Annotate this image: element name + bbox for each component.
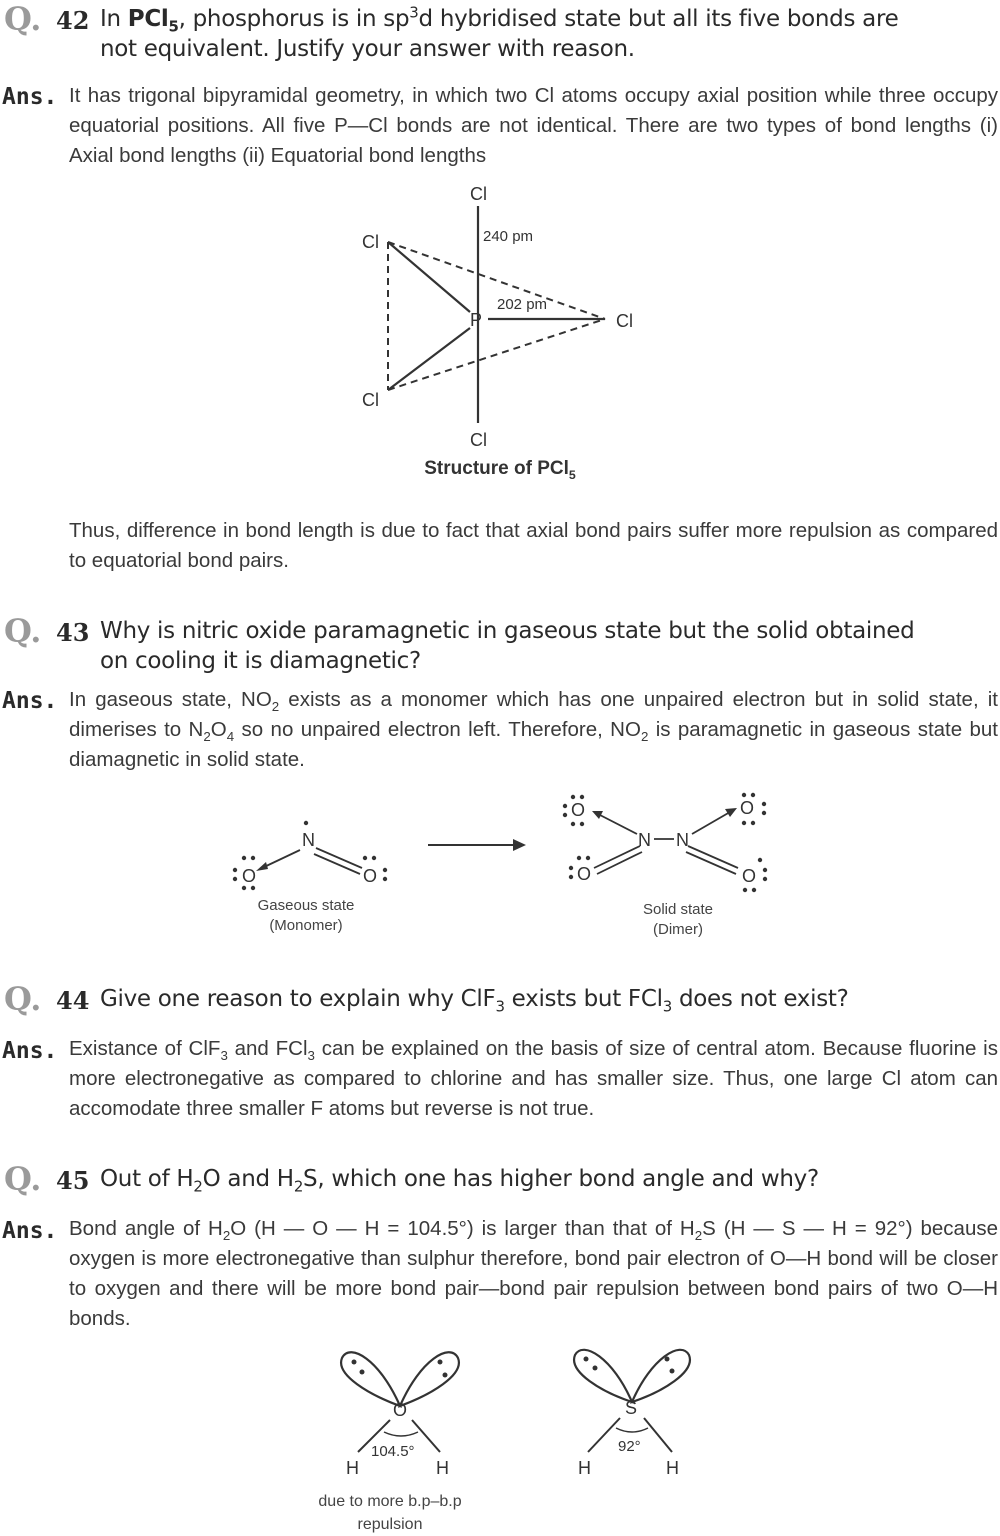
atom-h: H	[436, 1458, 449, 1478]
repulsion-caption: due to more b.p–b.p repulsion	[318, 1493, 462, 1533]
dimer-caption: Solid state (Dimer)	[642, 901, 714, 938]
atom-h: H	[666, 1458, 679, 1478]
arrow-head	[256, 862, 268, 871]
reaction-arrow-head	[513, 839, 526, 851]
question-text: Why is nitric oxide paramagnetic in gaseous state but the solid obtained on cooling it is diamagnetic?	[100, 618, 915, 674]
atom-h: H	[346, 1458, 359, 1478]
atom-cl-bottom: Cl	[470, 430, 487, 450]
lone-pair-lobe	[632, 1350, 690, 1402]
question-text: In PCl$_5$, phosphorus is in $sp^3d$ hybridised state but all its five bonds are not equivalent. Justify your answer with reason.	[100, 3, 899, 62]
answer-label: Ans.	[2, 84, 58, 110]
question-number: 44	[56, 986, 90, 1015]
equatorial-length-label: 202 pm	[497, 296, 548, 313]
angle-label-o: 104.5°	[371, 1443, 415, 1460]
question-text: Out of $H_2O$ and $H_2S$, which one has higher bond angle and why?	[100, 1166, 819, 1196]
atom-n: N	[302, 830, 315, 850]
answer-label: Ans.	[2, 688, 58, 714]
question-number: 43	[56, 618, 90, 647]
question-mark: Q.	[4, 1160, 42, 1198]
hydrogen-sulfide-molecule	[574, 1350, 690, 1478]
angle-label-s: 92°	[618, 1438, 641, 1455]
question-mark: Q.	[4, 980, 42, 1018]
lone-pair-lobe	[400, 1352, 459, 1406]
atom-h: H	[578, 1458, 591, 1478]
question-mark: Q.	[4, 612, 42, 650]
axial-length-label: 240 pm	[483, 228, 534, 245]
question-text: Give one reason to explain why ClF$_3$ exists but FCl$_3$ does not exist?	[100, 986, 849, 1016]
atom-o: O	[571, 800, 586, 820]
answer-text: It has trigonal bipyramidal geometry, in which two Cl atoms occupy axial position while three occupy equatorial positions. All five P—Cl bonds are not identical. There are two types of bond lengths (i) Axial bond lengths (ii) Equatorial bond lengths	[69, 84, 998, 167]
question-mark: Q.	[4, 0, 42, 38]
bond-angle-diagram	[320, 1340, 720, 1485]
figure-caption: Structure of PCl$_5$	[424, 458, 576, 482]
dashed-edge	[388, 319, 605, 390]
atom-cl-right: Cl	[616, 311, 633, 331]
atom-n: N	[676, 830, 689, 850]
water-molecule	[341, 1352, 459, 1478]
atom-p: P	[470, 310, 483, 330]
conclusion-text: Thus, difference in bond length is due to fact that axial bond pairs suffer more repulsion as compared to equatorial bond pairs.	[69, 519, 998, 572]
monomer-caption: Gaseous state (Monomer)	[257, 897, 355, 934]
pcl5-structure-diagram	[340, 178, 660, 458]
atom-o: O	[242, 866, 257, 886]
lone-pair-lobe	[574, 1350, 632, 1402]
atom-o: O	[742, 866, 757, 886]
answer-text: Existance of ClF$_3$ and FCl$_3$ can be explained on the basis of size of central atom. Because fluorine is more electronegative as compared to chlorine and has smaller size. Thus, one large Cl atom can accomodate three smaller F atoms but reverse is not true.	[69, 1037, 998, 1120]
atom-n: N	[638, 830, 651, 850]
atom-cl-lower-left: Cl	[362, 390, 379, 410]
atom-o: O	[393, 1400, 408, 1420]
answer-text: In gaseous state, $NO_2$ exists as a monomer which has one unpaired electron but in solid state, it dimerises to $N_2O_4$ so no unpaired electron left. Therefore, $NO_2$ is paramagnetic in gaseous state but diamagnetic in solid state.	[69, 688, 999, 771]
answer-label: Ans.	[2, 1218, 58, 1244]
question-number: 45	[56, 1166, 90, 1195]
atom-cl-top: Cl	[470, 184, 487, 204]
question-number: 42	[56, 6, 90, 35]
atom-cl-upper-left: Cl	[362, 232, 379, 252]
equatorial-bond	[388, 328, 470, 390]
atom-s: S	[625, 1398, 638, 1418]
no2-dimerisation-diagram	[220, 788, 790, 893]
equatorial-bond	[388, 242, 470, 312]
answer-text: Bond angle of $H_2O$ (H — O — H = 104.5°) is larger than that of $H_2S$ (H — S — H = 92°) because oxygen is more electronegative than sulphur therefore, bond pair electron of O—H bond will be closer to oxygen and there will be more bond pair—bond pair repulsion between bond pairs of two O—H bonds.	[69, 1217, 998, 1330]
atom-o: O	[363, 866, 378, 886]
lone-pair-lobe	[341, 1352, 400, 1406]
atom-o: O	[577, 864, 592, 884]
answer-label: Ans.	[2, 1038, 58, 1064]
atom-o: O	[740, 798, 755, 818]
